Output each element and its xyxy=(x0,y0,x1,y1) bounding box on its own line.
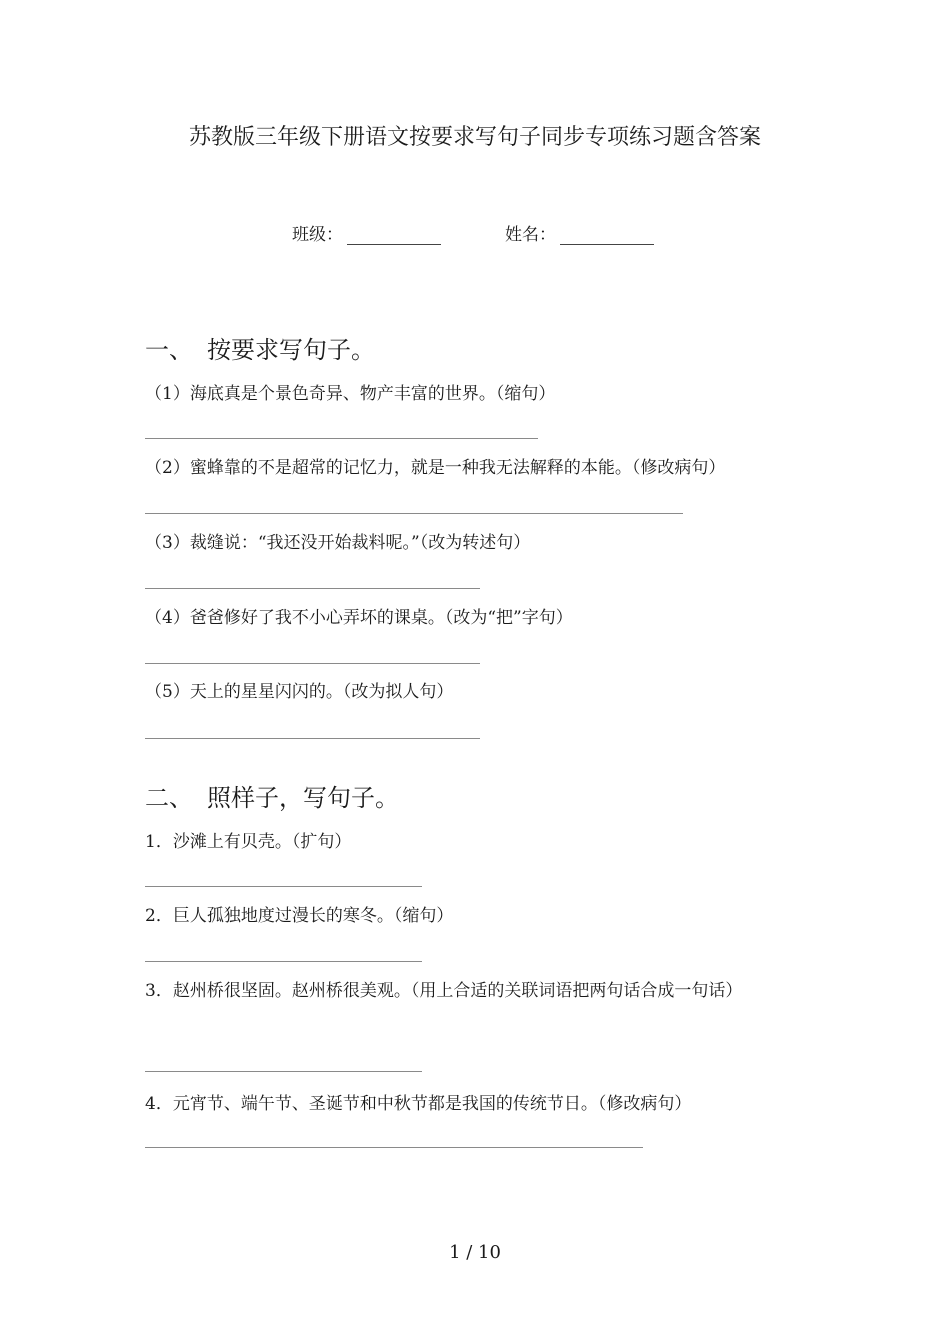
question-2-4: 4．元宵节、端午节、圣诞节和中秋节都是我国的传统节日。（修改病句） xyxy=(145,1094,692,1114)
section-2-heading xyxy=(145,778,399,813)
question-1-4: （4）爸爸修好了我不小心弄坏的课桌。（改为“把”字句） xyxy=(145,608,573,628)
class-label: 班级： xyxy=(292,225,343,245)
answer-line-1-5[interactable] xyxy=(145,738,480,739)
question-1-5: （5）天上的星星闪闪的。（改为拟人句） xyxy=(145,682,454,702)
question-1-2: （2）蜜蜂靠的不是超常的记忆力，就是一种我无法解释的本能。（修改病句） xyxy=(145,458,726,478)
answer-line-1-4[interactable] xyxy=(145,663,480,664)
question-2-1: 1．沙滩上有贝壳。（扩句） xyxy=(145,832,352,852)
section-1-number: 一、 xyxy=(145,336,193,364)
question-2-2: 2．巨人孤独地度过漫长的寒冬。（缩句） xyxy=(145,906,454,926)
section-1-heading xyxy=(145,330,375,365)
name-label: 姓名： xyxy=(505,225,556,245)
question-1-1: （1）海底真是个景色奇异、物产丰富的世界。（缩句） xyxy=(145,384,556,404)
page-number: 1 / 10 xyxy=(449,1242,501,1263)
answer-line-2-1[interactable] xyxy=(145,886,422,887)
section-2-number: 二、 xyxy=(145,784,193,812)
name-field xyxy=(505,220,654,245)
question-2-3: 3．赵州桥很坚固。赵州桥很美观。（用上合适的关联词语把两句话合成一句话） xyxy=(145,981,743,1001)
class-blank[interactable] xyxy=(347,230,441,245)
answer-line-1-3[interactable] xyxy=(145,588,480,589)
answer-line-1-2[interactable] xyxy=(145,513,683,514)
question-1-3: （3）裁缝说：“我还没开始裁料呢。”（改为转述句） xyxy=(145,533,531,553)
answer-line-1-1[interactable] xyxy=(145,438,538,439)
answer-line-2-2[interactable] xyxy=(145,961,422,962)
name-blank[interactable] xyxy=(560,230,654,245)
section-2-title: 照样子，写句子。 xyxy=(207,784,399,812)
answer-line-2-3[interactable] xyxy=(145,1071,422,1072)
answer-line-2-4[interactable] xyxy=(145,1147,643,1148)
section-1-title: 按要求写句子。 xyxy=(207,336,375,364)
class-field xyxy=(292,220,441,245)
page-title: 苏教版三年级下册语文按要求写句子同步专项练习题含答案 xyxy=(188,125,761,150)
